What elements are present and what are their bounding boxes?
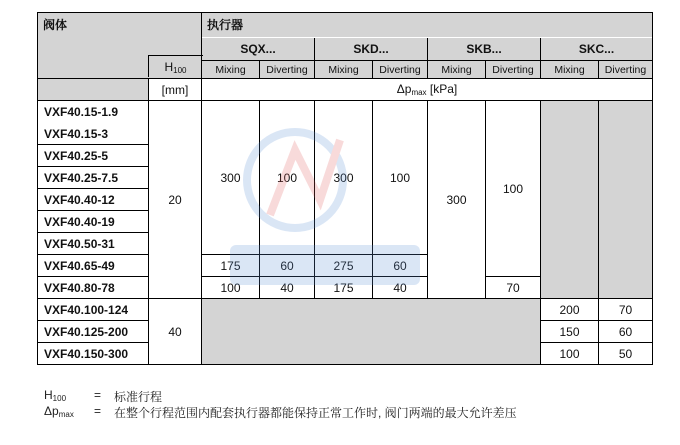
empty-cell	[599, 101, 653, 299]
table-row-model: VXF40.40-12	[38, 189, 149, 211]
table-row-model: VXF40.80-78	[38, 277, 149, 299]
valve-body-header: 阀体	[38, 13, 202, 79]
legend-text: 标准行程	[114, 390, 163, 404]
diverting-label: Diverting	[599, 61, 653, 79]
mixing-label: Mixing	[541, 61, 599, 79]
table-row-model: VXF40.150-300	[38, 343, 149, 365]
diverting-label: Diverting	[373, 61, 428, 79]
actuator-skc: SKC...	[541, 38, 653, 61]
value-cell: 300	[315, 101, 373, 255]
mixing-label: Mixing	[202, 61, 260, 79]
value-cell: 175	[315, 277, 373, 299]
legend-equals: =	[94, 388, 102, 402]
mixing-label: Mixing	[315, 61, 373, 79]
value-cell: 175	[202, 255, 260, 277]
value-cell: 40	[260, 277, 315, 299]
value-cell: 60	[260, 255, 315, 277]
diverting-label: Diverting	[260, 61, 315, 79]
table-row-model: VXF40.125-200	[38, 321, 149, 343]
table-row-model: VXF40.15-3	[38, 123, 149, 145]
value-cell: 300	[202, 101, 260, 255]
actuator-skd: SKD...	[315, 38, 428, 61]
legend-symbol: $H_{100}$	[44, 388, 67, 403]
empty-cell	[541, 101, 599, 299]
value-cell: 60	[373, 255, 428, 277]
value-cell: 60	[599, 321, 653, 343]
empty-cell	[202, 299, 541, 365]
table-row-model: VXF40.25-7.5	[38, 167, 149, 189]
value-cell: 150	[541, 321, 599, 343]
table-row-model: VXF40.15-1.9	[38, 101, 149, 123]
model-header-blank	[38, 79, 149, 101]
h100-header-label: $H_{100}$	[164, 60, 187, 75]
value-cell: 275	[315, 255, 373, 277]
table-row-model: VXF40.100-124	[38, 299, 149, 321]
legend-symbol: $\Delta p_{max}$	[44, 404, 74, 419]
actuator-sqx: SQX...	[202, 38, 315, 61]
value-cell: 50	[599, 343, 653, 365]
actuator-skb: SKB...	[428, 38, 541, 61]
value-cell: 200	[541, 299, 599, 321]
value-cell: 100	[373, 101, 428, 255]
value-cell: 40	[373, 277, 428, 299]
actuator-header: 执行器	[202, 13, 653, 38]
value-cell: 300	[428, 101, 486, 299]
value-cell: 100	[541, 343, 599, 365]
h100-value: 20	[149, 101, 202, 299]
value-cell: 100	[202, 277, 260, 299]
legend-row	[44, 388, 644, 404]
table-row-model: VXF40.50-31	[38, 233, 149, 255]
table-row-model: VXF40.25-5	[38, 145, 149, 167]
unit-mm: [mm]	[149, 79, 202, 101]
value-cell: 100	[486, 101, 541, 277]
legend-row	[44, 404, 644, 420]
legend-equals: =	[94, 404, 102, 418]
legend-text: 在整个行程范围内配套执行器都能保持正常工作时, 阀门两端的最大允许差压	[114, 406, 517, 420]
h100-value: 40	[149, 299, 202, 365]
value-cell: 70	[486, 277, 541, 299]
value-cell: 70	[599, 299, 653, 321]
valve-actuator-table	[37, 12, 653, 365]
header-divider	[148, 55, 203, 56]
table-row-model: VXF40.40-19	[38, 211, 149, 233]
header-divider	[148, 55, 149, 77]
mixing-label: Mixing	[428, 61, 486, 79]
value-cell: 100	[260, 101, 315, 255]
diverting-label: Diverting	[486, 61, 541, 79]
table-row-model: VXF40.65-49	[38, 255, 149, 277]
dp-max-header: $\Delta p_{max}$ [kPa]	[202, 79, 653, 101]
